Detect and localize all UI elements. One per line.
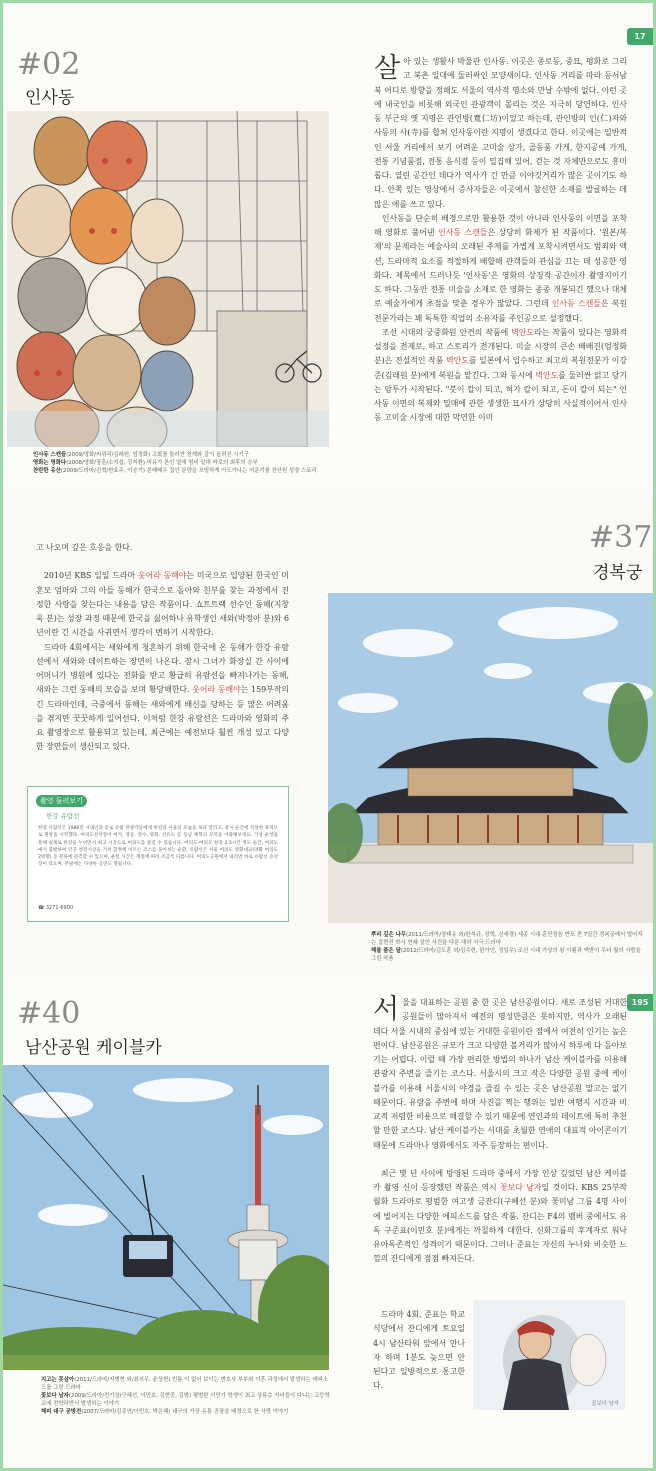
paragraph: 2010년 KBS 일일 드라마 웃어라 동해야는 미국으로 입양된 한국인 미혼모 엄마와 그의 아들 동해가 한국으로 돌아와 친부를 찾는 과정에서 진정한 사랑을 찾는다는 내용을 담은 작품이다. 쇼트트랙 선수인 동해(지창욱 분)는 성장 과정 때문에 한국을 싫어하나 유학생인 새와(박정아 분)와 6년이란 긴 시간을 사귀면서 생각이 변하기 시작한다. (36, 571, 289, 638)
page-namsan (3, 978, 653, 1468)
inset-caption: 꽃보다 남자 (591, 1401, 619, 1407)
paragraph: 조선 시대의 궁중화원 안견의 작품에 벽안도라는 작품이 있다는 영화적 설정을 전제로, 하고 스토리가 전개된다. 미술 시장의 큰손 배배진(엄정화 분)은 전설적인 작품 벽안도를 일본에서 입수하고 최고의 복원전문가 이강준(김래원 분)에게 복원을 맡긴다. 그와 동시에 벽안도를 둘러싼 얽고 당기는 암투가 시작된다. "붓이 칼이 되고, 혀가 칼이 되고, 돈이 칼이 되는" 인사동 이면의 복제와 밀매에 관한 생생한 묘사가 상당히 사실적이어서 인사동 고미술 시장에 대한 막연한 이미 (374, 327, 627, 423)
gyeongbokgung-illustration (328, 593, 653, 923)
captions-page1 (33, 451, 333, 475)
captions-page3 (41, 1376, 331, 1416)
captions-page2 (371, 931, 643, 963)
chapter-number: #40 (17, 996, 81, 1031)
drama-title: 꽃보다 남자 (499, 1183, 542, 1192)
chapter-title: 경복궁 (593, 563, 643, 583)
article-body-page1 (374, 55, 627, 426)
caption-item: 인사동 스캔들(2009/영화/씨위리/김래원, 엄정화) 고화를 둘러싼 천재와 같이 올려진 시기구 (33, 452, 250, 458)
chapter-number: #37 (589, 520, 653, 555)
paragraph: 인사동을 단순히 배경으로만 활용한 것이 아니라 인사동의 이면을 포착해 영화로 풀어낸 인사동 스캔들은 상당히 화제가 된 작품이다. '원본/복제'의 문제라는 예술사의 오래된 주제를 가볍게 포착시켜면서도 범죄와 액션, 드라마적 요소를 적절하게 배합해 관객들의 관심을 끄는 데 성공한 영화다. 제목에서 드러나듯 '인사동'은 영화의 상징적 공간이자 촬영지이기도 하다. 그동안 전통 미술을 소재로 한 영화는 종종 개봉되긴 했으나 대체로 예술가에게 초점을 맞춘 경우가 많았다. 그런데 인사동 스캔들은 복원전문가라는 꽤 독특한 직업의 소유자를 주인공으로 설정했다. (374, 213, 628, 323)
film-title: 인사동 스캔들 (551, 299, 601, 309)
page-number: 195 (627, 994, 653, 1011)
caption-item: 찬란한 유산(2009/드라마/진혁/한효주, 이승기) 본래배우 집안 분량을 모빌하게 아도가나는 여운기를 찬산원 성장 스토리 (33, 468, 317, 474)
info-box (27, 786, 289, 922)
chapter-title: 남산공원 케이블카 (25, 1038, 162, 1058)
drama-title: 웃어라 동해야 (192, 685, 241, 695)
caption-item: 지고는 못살아(2011/드라마/지병현 외/최지우, 윤상현) 빈틈 이 없어 보이는 변호사 부부와 이혼 과정에서 발생하는 에피소드를 그린 드라마 (41, 1377, 329, 1391)
insadong-mask-illustration (7, 111, 329, 447)
caption-item: 해피 대구 공방전(2007/드라마/김종연/이민호, 박은혜) 대구의 가상 유통 공장을 배경으로 한 사랑 이야기 (41, 1409, 289, 1415)
drop-cap: 서 (373, 994, 400, 1025)
drop-cap: 살 (374, 53, 401, 84)
caption-item: 해를 품은 달(2012/드라마/김도훈 외/김수현, 한가인, 정일우) 조선 시대 가상의 왕 이훤과 액받이 무녀 월의 사랑을 그린 작품 (371, 948, 641, 962)
namsan-cablecar-illustration (3, 1065, 329, 1370)
page-insadong (3, 3, 653, 490)
paragraph: 고 나오며 깊은 흐응을 한다. (36, 543, 133, 552)
paragraph: 드라마 4회, 준표는 학교 식당에서 잔디에게 토요일 4시 남산타워 앞에서 만나자 하며 1분도 늦으면 안 된다고 일방적으로 통고한다. (373, 1310, 465, 1391)
info-box-subtitle: 한강 유람선 (46, 812, 80, 820)
info-box-text: 한강 유람선은 1986년 시내인과 통로 유람 관광객들에게 한강과 서울의 모습을 보다 알리고, 총시 순간에 적설한 목적으로 취항을 시작했다. 여의도선착장이 여가, 영등, 영수, 양화, 선유도 등 동남 체혁의 모역을 이용해보세요. 가상 운항을 통해 실제로 한강을 누비면서 최고 시간으로 여의도를 즐길 수 있습니다. 여의도-여의도 한강 2.5시간 정도 순간, 여의도에서 출발하여 인공 청전시상을 거쳐 합정에 이르는 코스를 돌아보는 순환, 유람선은 서울 여의도 양화대교(양화 여의도 2방향) 등 분류에 관측할 수 있으며, 운항 시간은 계절에 따라 조금씩 다릅니다. 여의도공원에서 내리면 바로 유람선 승선장이 있으며, 주말에는 다양한 공연도 열립니다. (38, 826, 278, 868)
article-body-page2 (36, 541, 289, 755)
article-body-page3 (373, 996, 627, 1267)
film-title: 인사동 스캔들 (438, 228, 488, 237)
paragraph: 서울을 대표하는 공원 중 한 곳은 남산공원이다. 새로 조성된 거대한 공원들이 많아져서 예전의 명성만큼은 못하지만, 역사가 오래된 데다 서울 시내의 중심에 있는 거대한 공원이란 점에서 여전히 인기는 높은 편이다. 남산공원은 규모가 크고 다양한 볼거리가 많아서 하루에 다 돌아보기는 어렵다. 이럴 때 가장 편리한 방법의 하나가 남산 케이블카를 이용해 관광지 주변을 즐기는 코스다. 서울시의 크고 작은 다양한 공원 중에 케이블카를 이용해 서울시의 야경을 즐길 수 있는 곳은 남산공원 말고는 없기 때문이다. 유람을 주변에 하며 사진을 찍는 행위는 일반 여행지 시간과 비교적 저렴한 비용으로 해결할 수 있기 때문에 연인과의 데이트에 특히 추천할 만한 코스다. 남산 케이블카는 서대를 초월한 연애의 대표적 아이콘이기 때문에 드라마나 영화에서도 자주 등장하는 편이다. (373, 994, 627, 1150)
page-gyeongbokgung (3, 490, 653, 978)
film-title: 벽안도 (511, 327, 535, 337)
chapter-number: #02 (17, 47, 81, 82)
paragraph: 최근 몇 년 사이에 방영된 드라마 중에서 가장 인상 깊었던 남산 케이블카 촬영 신이 등장했던 작품은 역시 꽃보다 남자일 것이다. KBS 25부작 월화 드라마로 평범한 여고생 금잔디(구혜선 분)와 꽃미남 그룹 4명 사이에 벌어지는 다양한 에피소드를 담은 작품. 잔디는 F4의 멤버 중에서도 유독 구준표(이민호 분)에게는 까칠하게 대한다. 신화그룹의 후계자로 워낙 유아독존적인 성격이기 때문이다. 그러나 준표는 자신의 누나와 비슷한 느낌의 잔디에게 점점 빠져든다. (373, 1168, 627, 1264)
caption-item: 영화는 영화다(2008/영화/장훈/소지섭, 강지환) 비유가 본인 열에 엄비 알대 바로의 최후의 승부 (33, 460, 258, 466)
paragraph: 살아 있는 생활사 박물관 인사동. 이곳은 종로동, 중묘, 평화로 그리고 북촌 일대에 둘러싸인 모양새이다. 인사동 거리를 따라 동서남북 어디로 방향을 정해도 서울의 역사적 명소와 만날 수밖에 없다. 이런 곳에 내국인을 비롯해 외국인 관광객이 몰리는 것은 지극히 당연하다. 인사동 부근의 옛 지명은 관인방(寬仁坊)이었고 하는데, 관인방의 인(仁)자와 사동의 사(寺)를 합쳐 인사동이란 지명이 생겼다고 한다. 이곳에는 일반적인 서울 거리에서 보기 어려운 고미술 상가, 골동품 가게, 한지공예 가게, 전통 기념품점, 전통 음식점 등이 밀집해 있어, 걷는 것 자체만으로도 흥미롭다. 열린 공간인 데다가 역사가 긴 만큼 이야깃거리가 많은 곳이기도 하다. 안쪽 있는 영상에서 증사자들은 이곳에서 참신한 소재를 발굴하는 데 많은 애를 쓰고 있다. (374, 53, 627, 209)
drama-title: 웃어라 동해야 (137, 571, 187, 581)
article-body-page3-narrow (373, 1308, 465, 1394)
drama-still-inset (473, 1300, 625, 1410)
page-number: 17 (627, 28, 653, 45)
phone-number: ☎ 3271-6900 (38, 905, 74, 911)
chapter-title: 인사동 (25, 88, 75, 108)
film-title: 벽안도 (535, 370, 559, 380)
film-title: 벽안도 (446, 356, 469, 366)
info-box-tag: 촬영 둘러보기 (36, 795, 87, 807)
paragraph: 드라마 4회에서는 새와에게 청혼하기 위해 한국에 온 동해가 한강 유람선에서 새와와 데이트하는 장면이 나온다. 잠시 그녀가 화장실 간 사이에 어머니가 병원에 있다는 전화를 받고 황급히 유람선을 빠져나가는 동해, 새와는 그런 동해의 모습을 보며 황당해한다. 웃어라 동해야는 159부작의 긴 드라마인데, 극중에서 동해는 새와에게 배신을 당하는 등 많은 어려움을 겪지만 꿋꿋하게 일어선다. 이처럼 한강 유람선은 드라마와 영화의 주요 촬영장으로 활용되고 있는데, 최근에는 예전보다 훨씬 개성 있고 다양한 장면들이 생산되고 있다. (36, 642, 289, 752)
caption-item: 뿌리 깊은 나무(2011/드라마/장태유 외/한석규, 장혁, 신세경) 세종 시대 훈민정음 반포 전 7일간 경복궁에서 벌어지는 집현전 학사 연쇄 살인 사건을 다룬 대하 사극 드라마 (371, 932, 643, 946)
caption-item: 꽃보다 남자(2009/드라마/전기상/구혜선, 이민호, 김현중, 김범) 평범한 서민가 학생이 최고 상류층 자녀들이 다니는 고등학교에 전학하면서 발생하는 이야기 (41, 1393, 330, 1407)
